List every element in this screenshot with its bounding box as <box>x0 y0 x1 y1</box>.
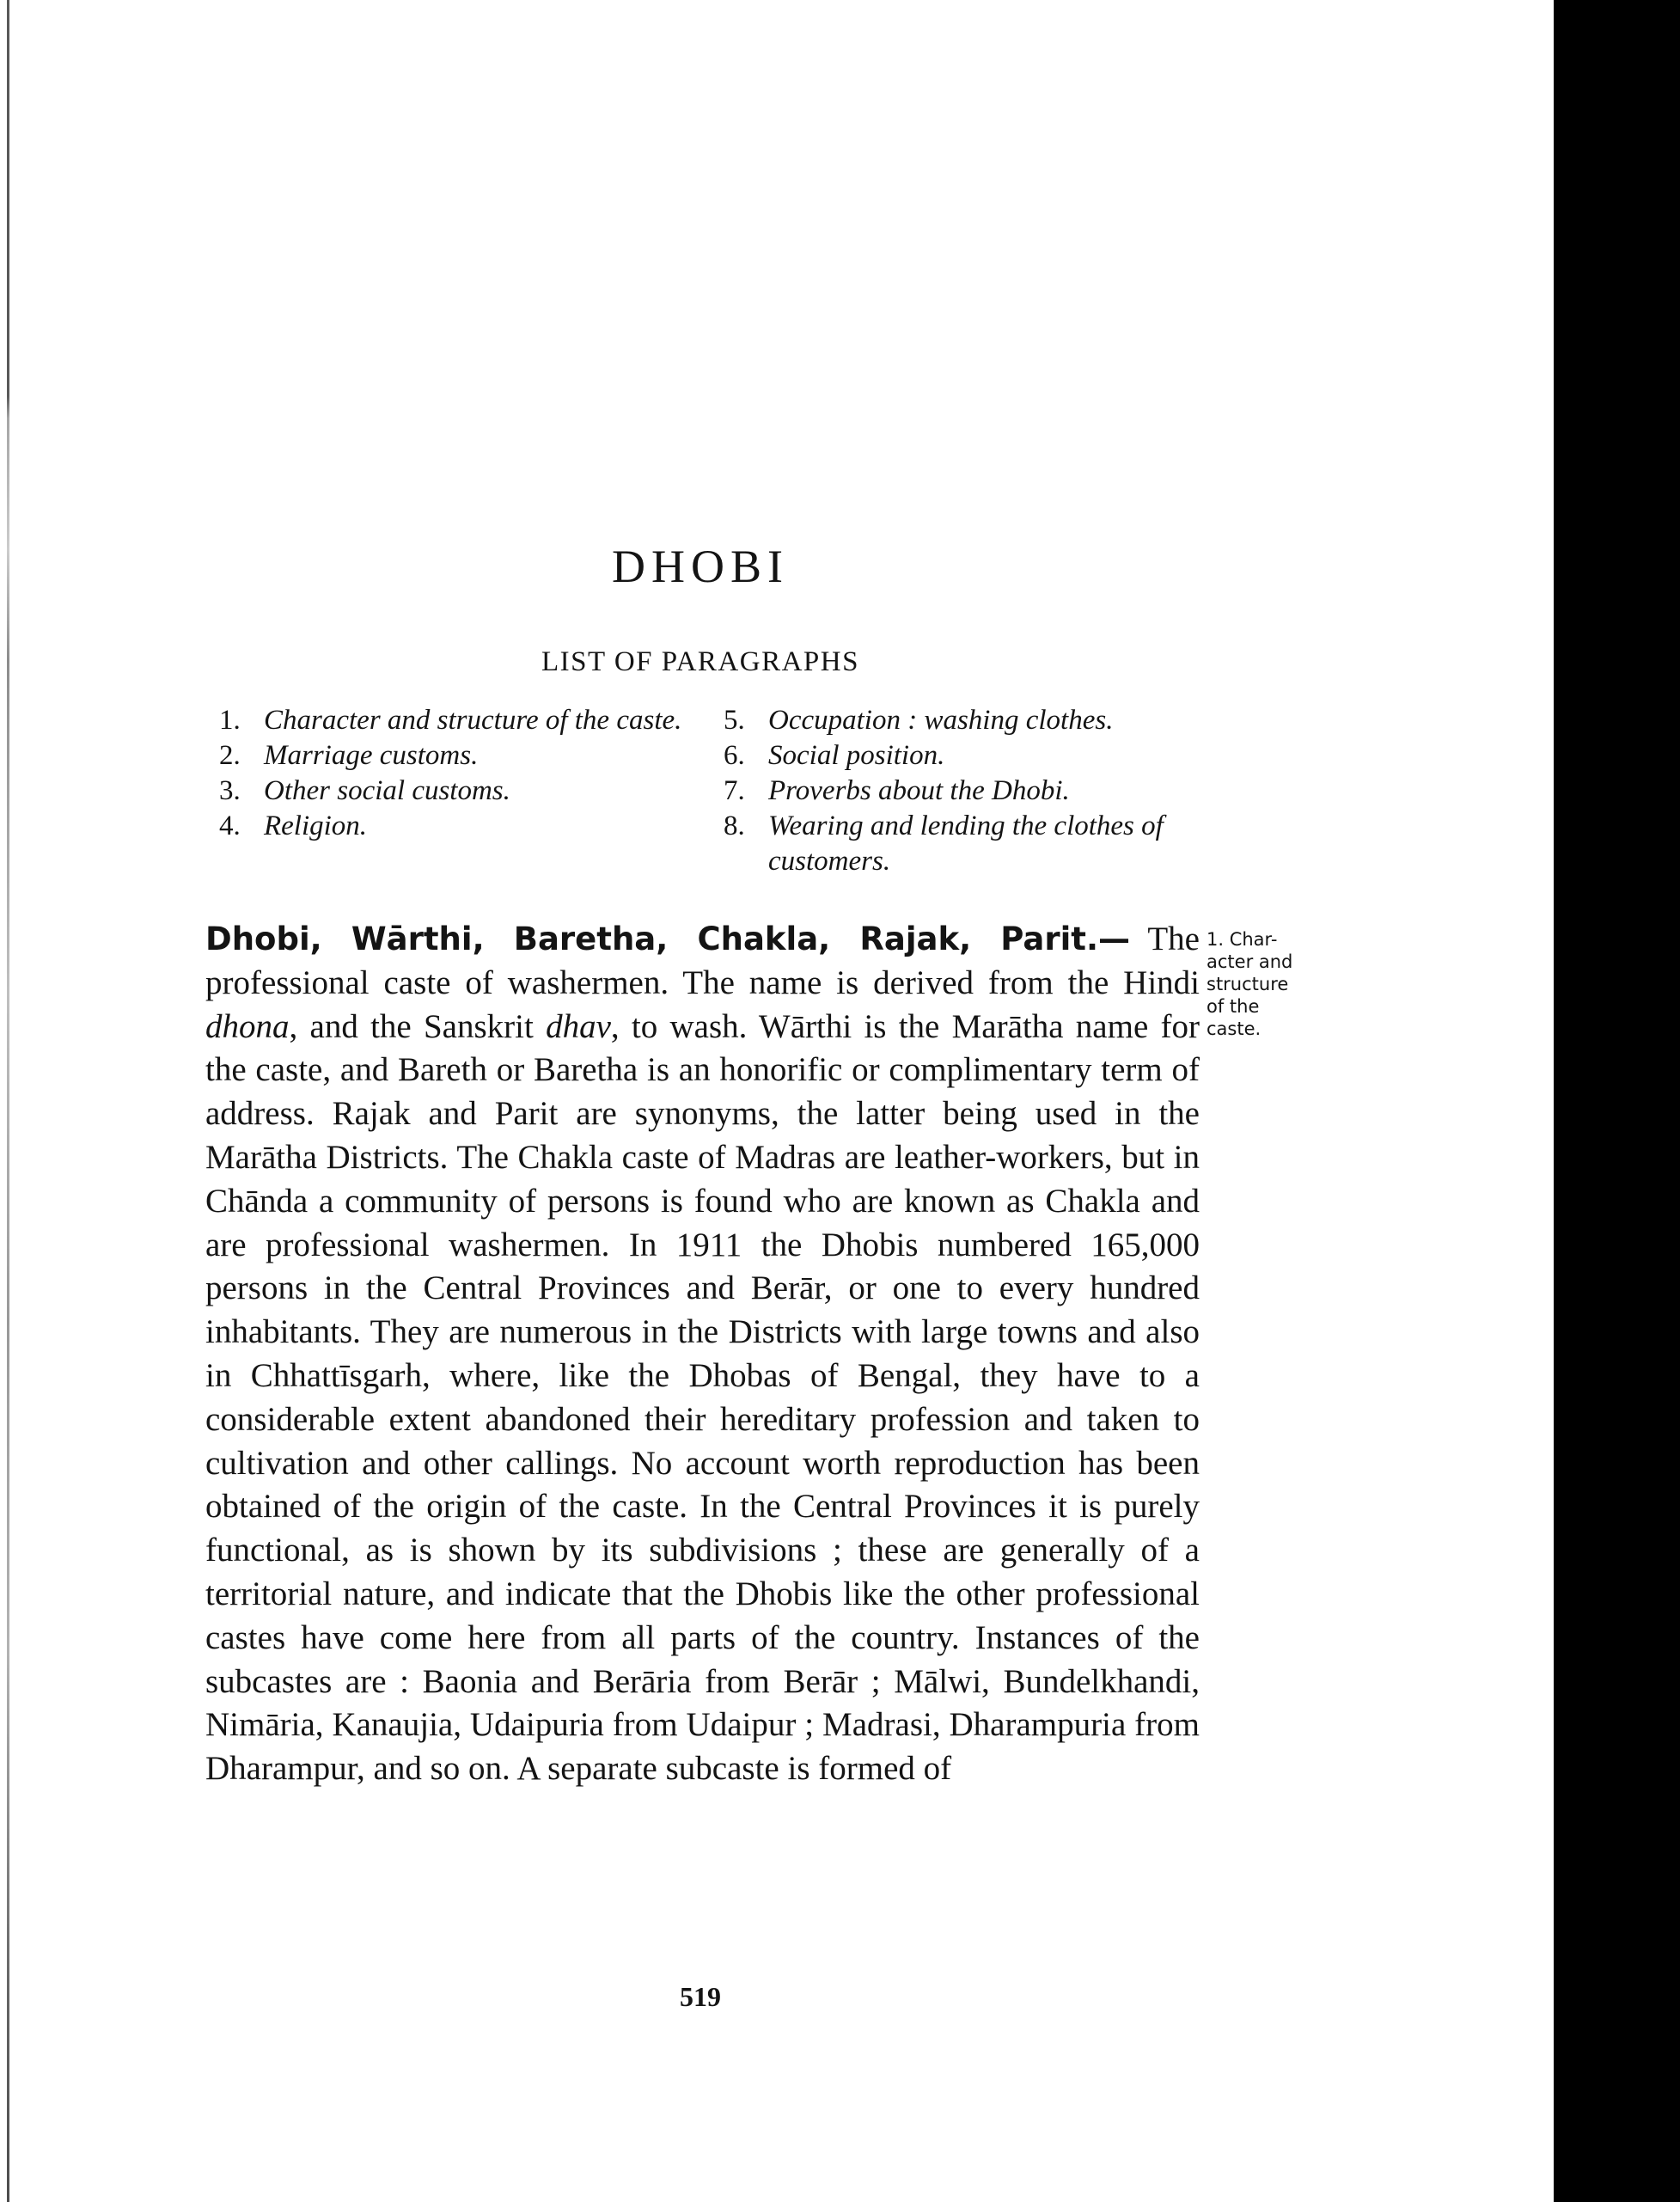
toc-item <box>724 703 1222 738</box>
toc-item-number: 2. <box>219 740 241 771</box>
margin-note-line: acter and <box>1207 951 1293 972</box>
toc-item-text: Other social customs. <box>264 775 510 806</box>
body-paragraph <box>205 918 1200 1791</box>
toc-item-number: 8. <box>724 810 745 841</box>
paragraph-text: , and the Sanskrit <box>289 1007 547 1045</box>
toc-item-text: Proverbs about the Dhobi. <box>768 775 1070 806</box>
margin-note <box>1207 928 1318 1040</box>
toc-item-number: 5. <box>724 705 745 736</box>
toc-column-left <box>219 703 700 844</box>
toc-item <box>219 774 700 809</box>
toc-column-right <box>724 703 1222 879</box>
toc-item-text: Social position. <box>768 740 945 771</box>
toc-item-text: Occupation : washing clothes. <box>768 705 1114 736</box>
toc-item <box>724 809 1222 879</box>
toc-item <box>724 738 1222 774</box>
scan-dark-border <box>1554 0 1680 2202</box>
toc-item <box>219 738 700 774</box>
margin-note-line: structure <box>1207 974 1289 994</box>
margin-note-line: caste. <box>1207 1018 1262 1039</box>
page-left-edge <box>7 0 9 2202</box>
toc-item-number: 4. <box>219 810 241 841</box>
paragraph-term-dhav: dhav <box>546 1007 611 1045</box>
toc-item <box>219 809 700 844</box>
margin-note-line: 1. Char- <box>1207 929 1278 950</box>
toc-item-number: 6. <box>724 740 745 771</box>
toc-item-text: Marriage customs. <box>264 740 479 771</box>
toc-item-text: Religion. <box>264 810 368 841</box>
toc-item-number: 1. <box>219 705 241 736</box>
paragraph-term-dhona: dhona <box>205 1007 290 1045</box>
paragraph-text: The professional caste of washermen. The name is derived from the Hindi <box>205 921 1200 1001</box>
toc-item-number: 3. <box>219 775 241 806</box>
toc-item <box>219 703 700 738</box>
paragraph-lead-names: Dhobi, Wārthi, Baretha, Chakla, Rajak, Parit.— <box>205 921 1131 957</box>
toc-item-text: Character and structure of the caste. <box>264 705 682 736</box>
toc-item <box>724 774 1222 809</box>
chapter-title: DHOBI <box>612 541 789 592</box>
margin-note-line: of the <box>1207 996 1260 1017</box>
page-number: 519 <box>680 1981 721 2012</box>
paragraph-text: , to wash. Wārthi is the Marātha name for the caste, and Bareth or Baretha is an honorific or complimentary term of address. Rajak and Parit are synonyms, the latter being used in the Marātha Districts. The Chakla caste of Madras are leather-workers, but in Chānda a community of persons is found who are known as Chakla and are professional washermen. In 1911 the Dhobis numbered 165,000 persons in the Central Provinces and Berār, or one to every hundred inhabitants. They are numerous in the Districts with large towns and also in Chhattīsgarh, where, like the Dhobas of Bengal, they have to a considerable extent abandoned their hereditary profession and taken to cultivation and other callings. No account worth reproduction has been obtained of the origin of the caste. In the Central Provinces it is purely functional, as is shown by its subdivisions ; these are generally of a territorial nature, and indicate that the Dhobis like the other professional castes have come here from all parts of the country. Instances of the subcastes are : Baonia and Berāria from Berār ; Mālwi, Bundelkhandi, Nimāria, Kanaujia, Udaipuria from Udaipur ; Madrasi, Dharampuria from Dharampur, and so on. A separate subcaste is formed of <box>205 1007 1200 1788</box>
toc-item-text: Wearing and lending the clothes of customers. <box>768 810 1164 877</box>
list-of-paragraphs-heading: LIST OF PARAGRAPHS <box>541 646 859 677</box>
toc-item-number: 7. <box>724 775 745 806</box>
